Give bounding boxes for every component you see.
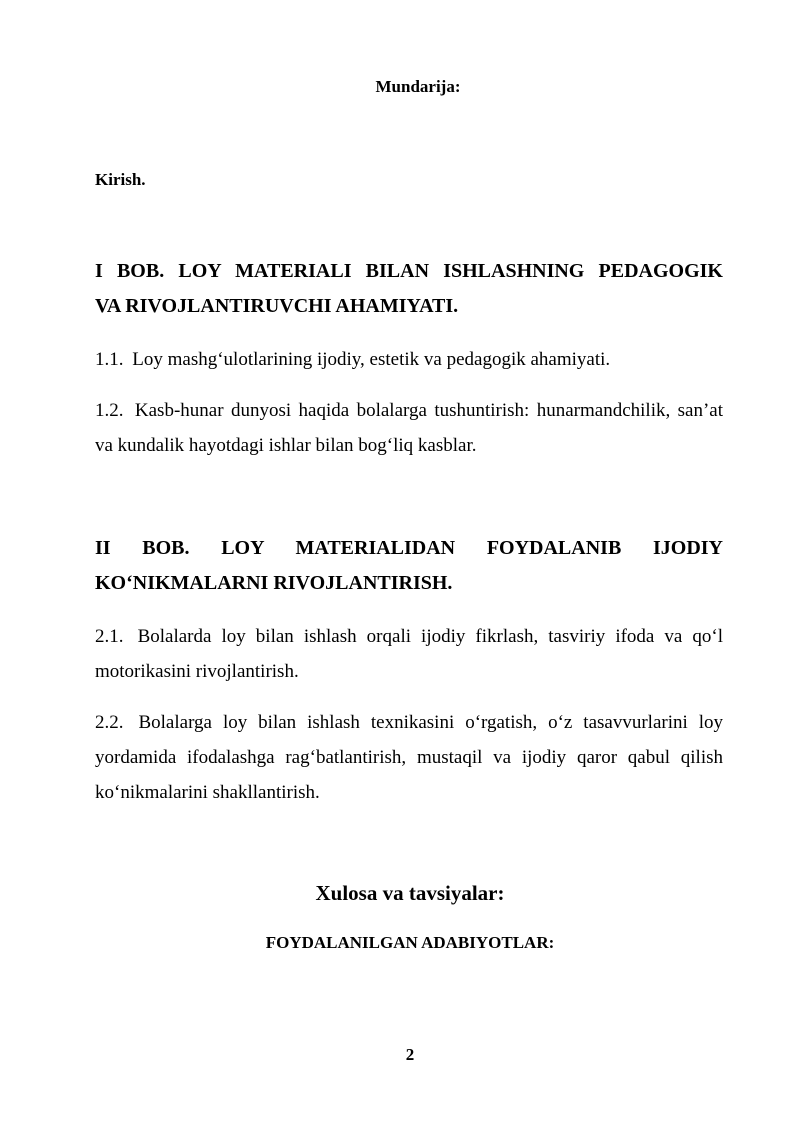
toc-intro: Kirish. xyxy=(95,170,146,189)
section-text: Bolalarga loy bilan ishlash texnikasini o‘rgatish, o‘z tasavvurlarini loy yordamida ifodalashga rag‘batlantirish, mustaqil va ijodiy qaror qabul qilish ko‘nikmalarini shakllantirish. xyxy=(95,712,724,803)
chapter-1-heading-line2: VA RIVOJLANTIRUVCHI AHAMIYATI. xyxy=(95,295,459,317)
section-text: Kasb-hunar dunyosi haqida bolalarga tushuntirish: hunarmandchilik, san’at va kundalik hayotdagi ishlar bilan bog‘liq kasblar. xyxy=(95,400,723,456)
toc-section-1-2 xyxy=(95,393,723,463)
chapter-1-heading xyxy=(95,254,723,324)
chapter-2-heading-line1: II BOB. LOY MATERIALIDAN FOYDALANIB IJODIY xyxy=(95,537,723,559)
section-number: 1.1. xyxy=(95,349,124,370)
toc-conclusion: Xulosa va tavsiyalar: xyxy=(315,881,505,905)
toc-section-2-2 xyxy=(95,705,723,810)
section-text: Bolalarda loy bilan ishlash orqali ijodiy fikrlash, tasviriy ifoda va qo‘l motorikasini rivojlantirish. xyxy=(95,626,724,682)
section-number: 2.2. xyxy=(95,712,124,733)
section-text: Loy mashg‘ulotlarining ijodiy, estetik va pedagogik ahamiyati. xyxy=(132,349,611,370)
toc-section-1-1 xyxy=(95,342,723,377)
page-number: 2 xyxy=(405,1045,415,1064)
toc-references: FOYDALANILGAN ADABIYOTLAR: xyxy=(265,933,555,952)
chapter-2-heading-line2: KO‘NIKMALARNI RIVOJLANTIRISH. xyxy=(95,572,453,594)
section-number: 1.2. xyxy=(95,400,124,421)
section-number: 2.1. xyxy=(95,626,124,647)
chapter-1-heading-line1: I BOB. LOY MATERIALI BILAN ISHLASHNING PEDAGOGIK xyxy=(95,260,723,282)
toc-section-2-1 xyxy=(95,619,723,689)
page-title: Mundarija: xyxy=(375,77,461,96)
chapter-2-heading xyxy=(95,531,723,601)
